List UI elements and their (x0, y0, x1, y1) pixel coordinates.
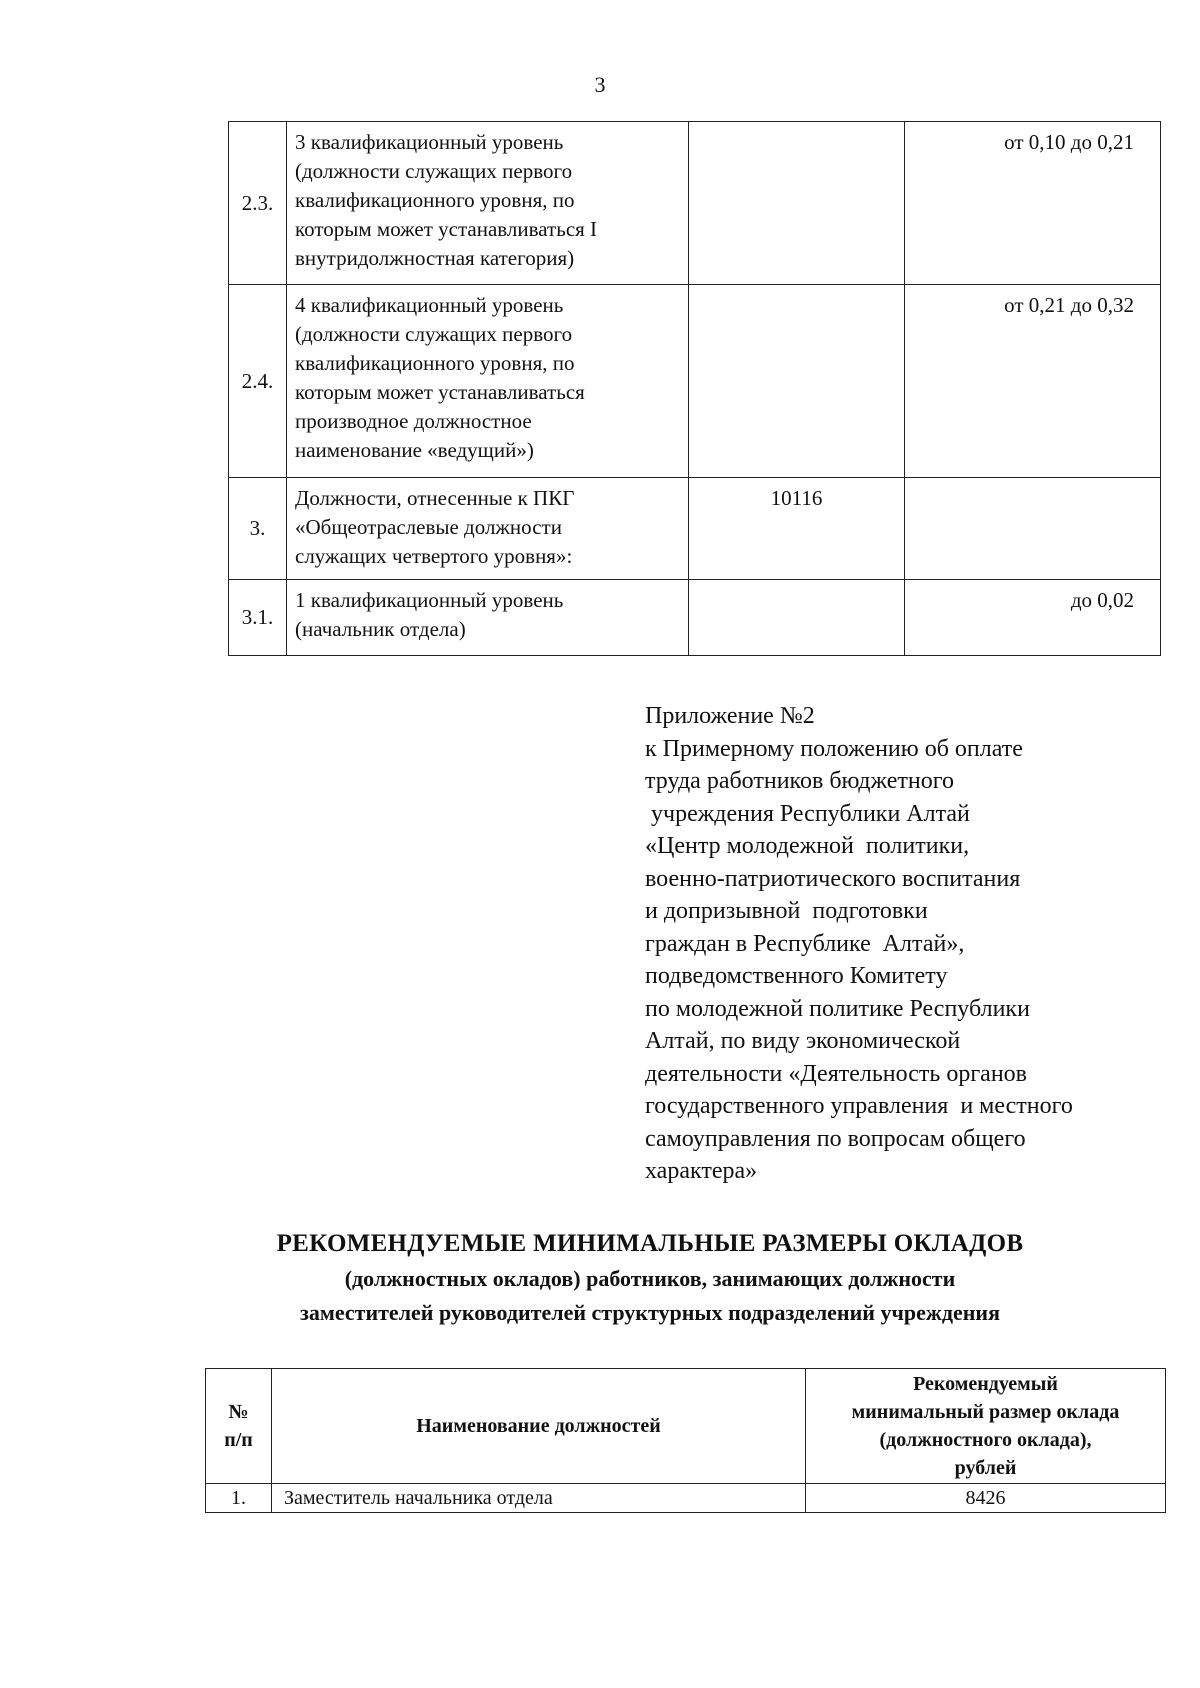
coefficient-cell: от 0,10 до 0,21 (905, 122, 1161, 285)
header-salary-line-1: Рекомендуемый (913, 1373, 1058, 1395)
position-name: 3 квалификационный уровень (должности служащих первого квалификационного уровня, по которым может устанавливаться I внутридолжностная категория) (287, 122, 689, 285)
header-number-line-1: № (228, 1401, 249, 1423)
row-number: 2.3. (229, 122, 287, 285)
table-row (229, 285, 1161, 478)
header-salary-line-3: (должностного оклада), (879, 1429, 1092, 1451)
header-salary (806, 1369, 1166, 1484)
row-number: 3.1. (229, 580, 287, 656)
salary-cell (689, 580, 905, 656)
table-row (206, 1484, 1166, 1513)
header-salary-line-4: рублей (954, 1457, 1017, 1479)
coefficient-cell: до 0,02 (905, 580, 1161, 656)
header-position-name: Наименование должностей (272, 1369, 806, 1484)
header-number (206, 1369, 272, 1484)
heading-line-1: РЕКОМЕНДУЕМЫЕ МИНИМАЛЬНЫЕ РАЗМЕРЫ ОКЛАДОВ (276, 1230, 1024, 1257)
salary-cell (689, 122, 905, 285)
position-name: Заместитель начальника отдела (272, 1484, 806, 1513)
document-heading (150, 1226, 1150, 1330)
table-header-row (206, 1369, 1166, 1484)
salary-value: 8426 (806, 1484, 1166, 1513)
position-name: Должности, отнесенные к ПКГ «Общеотраслевые должности служащих четвертого уровня»: (287, 478, 689, 580)
row-number: 2.4. (229, 285, 287, 478)
table-row (229, 580, 1161, 656)
appendix-caption: Приложение №2 к Примерному положению об оплате труда работников бюджетного учреждения Республики Алтай «Центр молодежной политики, военно-патриотического воспитания и допризывной подготовки граждан в Республике Алтай», подведомственного Комитету по молодежной политике Республики Алтай, по виду экономической деятельности «Деятельность органов государственного управления и местного самоуправления по вопросам общего характера» (645, 703, 1073, 1184)
salary-cell (689, 285, 905, 478)
salary-table (205, 1368, 1166, 1513)
page-number: 3 (594, 72, 606, 97)
heading-line-3: заместителей руководителей структурных подразделений учреждения (300, 1300, 1000, 1325)
table-row (229, 122, 1161, 285)
coefficient-cell: от 0,21 до 0,32 (905, 285, 1161, 478)
header-number-line-2: п/п (224, 1429, 253, 1451)
qualification-table (228, 121, 1161, 656)
heading-line-2: (должностных окладов) работников, занимающих должности (344, 1266, 956, 1291)
header-salary-line-2: минимальный размер оклада (851, 1401, 1120, 1423)
row-number: 1. (206, 1484, 272, 1513)
table-row (229, 478, 1161, 580)
position-name: 4 квалификационный уровень (должности служащих первого квалификационного уровня, по которым может устанавливаться производное должностное наименование «ведущий») (287, 285, 689, 478)
position-name: 1 квалификационный уровень (начальник отдела) (287, 580, 689, 656)
salary-cell: 10116 (689, 478, 905, 580)
row-number: 3. (229, 478, 287, 580)
coefficient-cell (905, 478, 1161, 580)
